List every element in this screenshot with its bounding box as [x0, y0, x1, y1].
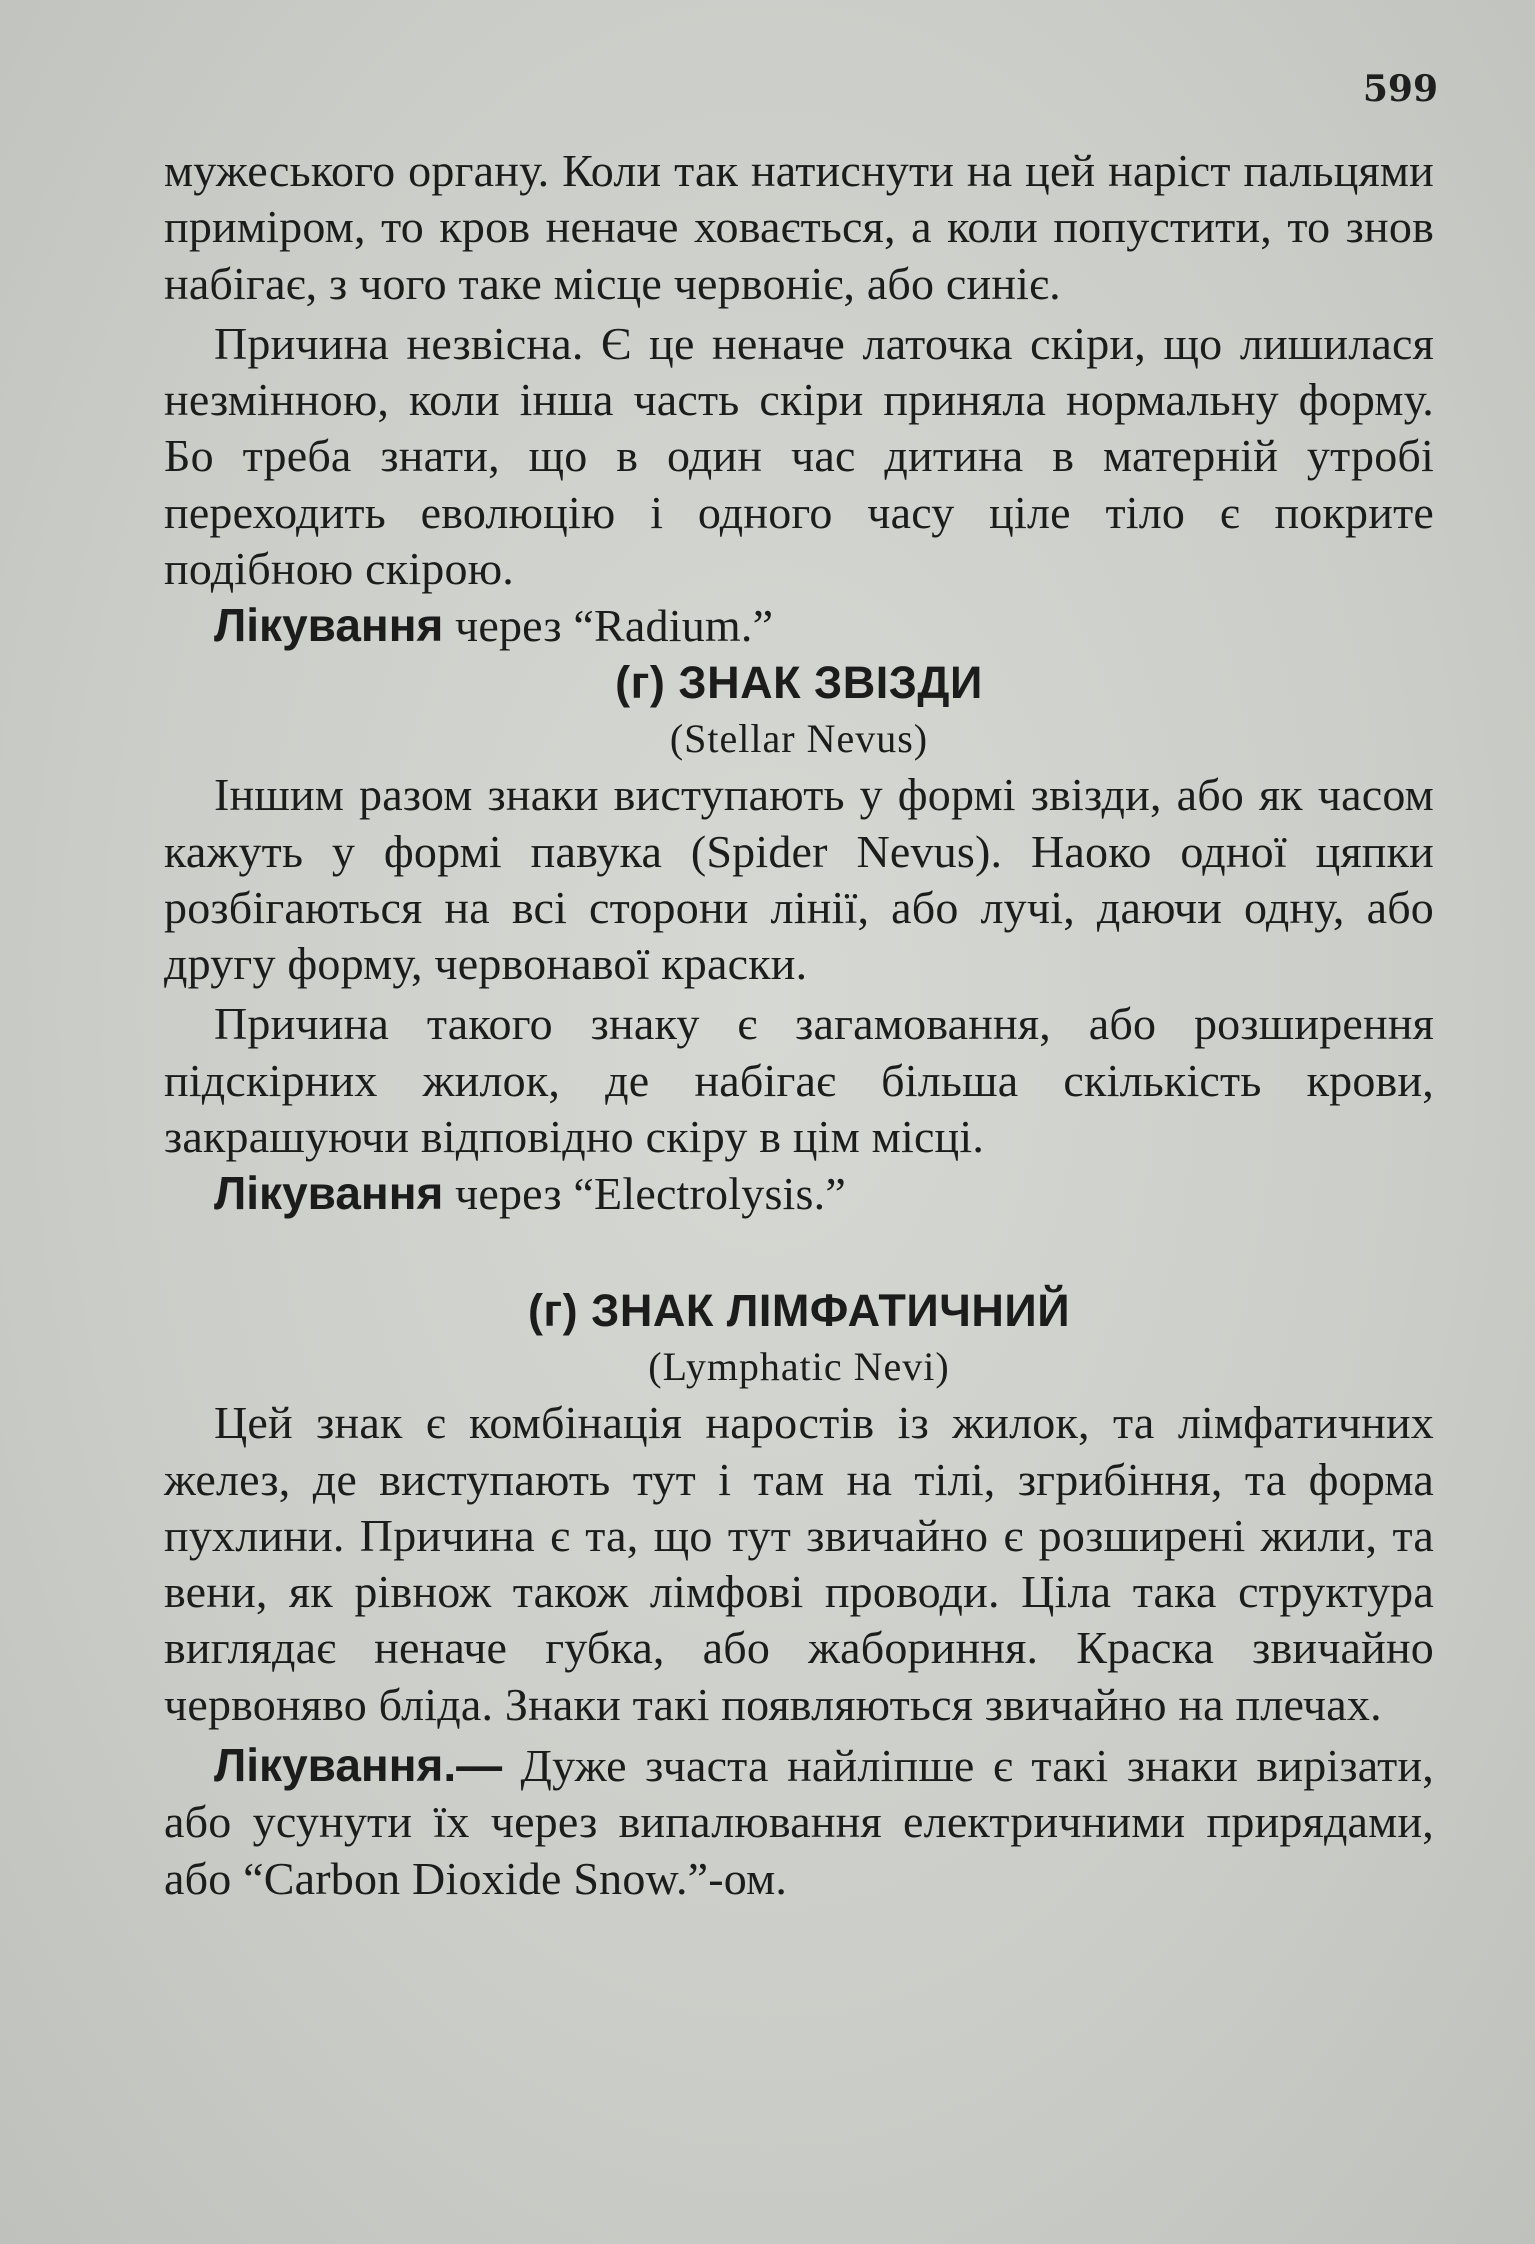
- treatment-text: через “Electrolysis.”: [443, 1168, 846, 1220]
- treatment-label: Лікування: [214, 1167, 444, 1220]
- section-heading-stellar: (г) ЗНАК ЗВІЗДИ: [615, 656, 983, 708]
- treatment-radium: [164, 597, 1434, 654]
- paragraph-continuation: мужеського органу. Коли так натиснути на цей наріст пальцями приміром, то кров неначе ховається, а коли попустити, то знов набігає, з чого таке місце червоніє, або синіє.: [164, 145, 1434, 309]
- treatment-label: Лікування.—: [214, 1739, 503, 1792]
- page-content: [164, 143, 1434, 1907]
- treatment-electrolysis: [164, 1165, 1434, 1222]
- section-spacer: [164, 1223, 1434, 1283]
- treatment-label: Лікування: [214, 599, 444, 652]
- section-heading-lymphatic: (г) ЗНАК ЛІМФАТИЧНИЙ: [527, 1284, 1071, 1336]
- paragraph-stellar-cause: Причина такого знаку є загамовання, або розширення підскірних жилок, де набігає більша скількість крови, закрашуючи відповідно скіру в цім місці.: [164, 998, 1434, 1163]
- section-subheading-lymphatic: (Lymphatic Nevi): [648, 1343, 950, 1389]
- treatment-text: через “Radium.”: [443, 600, 774, 652]
- page-number: 599: [1362, 68, 1438, 110]
- treatment-text: Дуже зчаста найліпше є такі знаки вирізати, або усунути їх через випалювання електричними прирядами, або “Carbon Dioxide Snow.”-ом.: [164, 1740, 1434, 1904]
- paragraph-stellar-description: Іншим разом знаки виступають у формі звізди, або як часом кажуть у формі павука (Spider Nevus). Наоко одної цяпки розбігаються на всі сторони лінії, або лучі, даючи одну, або другу форму, червонавої краски.: [164, 769, 1434, 990]
- paragraph-lymphatic-description: Цей знак є комбінація наростів із жилок, та лімфатичних желез, де виступають тут і там на тілі, згрибіння, та форма пухлини. Причина є та, що тут звичайно є розширені жили, та вени, як рівнож також лімфові проводи. Ціла така структура виглядає неначе губка, або жабориння. Краска звичайно червоняво бліда. Знаки такі появляються звичайно на плечах.: [164, 1397, 1434, 1730]
- treatment-lymphatic: [164, 1737, 1434, 1907]
- section-subheading-stellar: (Stellar Nevus): [669, 715, 929, 761]
- paragraph-cause: Причина незвісна. Є це неначе латочка скіри, що лишилася незмінною, коли інша часть скіри приняла нормальну форму. Бо треба знати, що в один час дитина в матерній утробі переходить еволюцію і одного часу ціле тіло є покрите подібною скірою.: [164, 317, 1434, 595]
